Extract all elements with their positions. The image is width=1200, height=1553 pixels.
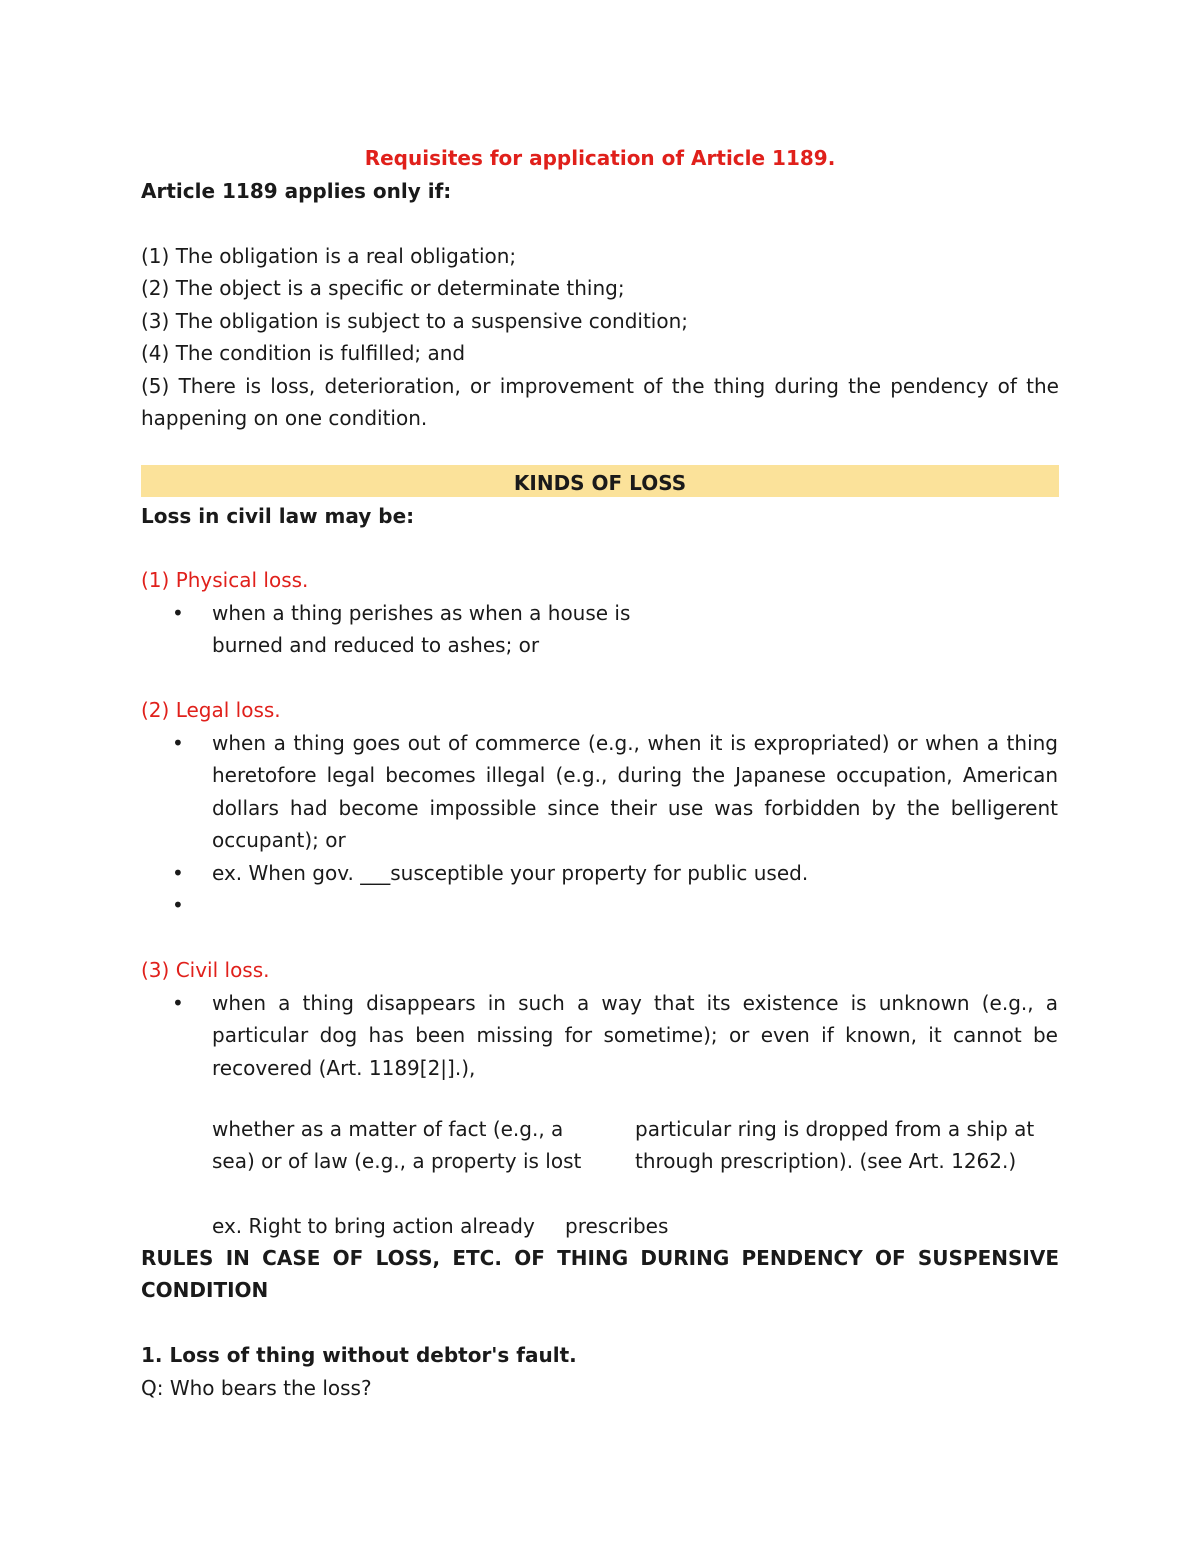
legal-loss-text: when a thing goes out of commerce (e.g., when it is expropriated) or when a thing	[212, 731, 1058, 755]
civil-loss-text: recovered (Art. 1189[2|].),	[212, 1056, 476, 1080]
requisite-item: (4) The condition is fulfilled; and	[141, 341, 466, 365]
civil-example: ex. Right to bring action already	[212, 1214, 535, 1238]
requisite-item: (5) There is loss, deterioration, or improvement of the thing during the pendency of the	[141, 374, 1059, 398]
rule-1-title: 1. Loss of thing without debtor's fault.	[141, 1343, 577, 1367]
civil-column-right: through prescription). (see Art. 1262.)	[635, 1149, 1017, 1173]
civil-column-left: whether as a matter of fact (e.g., a	[212, 1117, 564, 1141]
civil-column-right: particular ring is dropped from a ship at	[635, 1117, 1035, 1141]
bullet-icon: •	[172, 861, 184, 885]
legal-loss-text: dollars had become impossible since their use was forbidden by the belligerent	[212, 796, 1058, 820]
legal-loss-title: (2) Legal loss.	[141, 698, 281, 722]
civil-column-left: sea) or of law (e.g., a property is lost	[212, 1149, 582, 1173]
requisite-item: (3) The obligation is subject to a suspensive condition;	[141, 309, 689, 333]
physical-loss-text: when a thing perishes as when a house is	[212, 601, 631, 625]
bullet-icon: •	[172, 991, 184, 1015]
rules-heading: RULES IN CASE OF LOSS, ETC. OF THING DURING PENDENCY OF SUSPENSIVE	[141, 1246, 1059, 1270]
bullet-icon: •	[172, 893, 184, 917]
legal-loss-text: occupant); or	[212, 828, 346, 852]
intro-text: Article 1189 applies only if:	[141, 179, 452, 203]
kinds-intro: Loss in civil law may be:	[141, 504, 415, 528]
rule-1-question: Q: Who bears the loss?	[141, 1376, 372, 1400]
requisite-item: (1) The obligation is a real obligation;	[141, 244, 517, 268]
bullet-icon: •	[172, 731, 184, 755]
physical-loss-text: burned and reduced to ashes; or	[212, 633, 540, 657]
requisite-item: (2) The object is a specific or determinate thing;	[141, 276, 625, 300]
requisite-item-continued: happening on one condition.	[141, 406, 428, 430]
section-banner-title: KINDS OF LOSS	[513, 471, 687, 495]
civil-loss-text: particular dog has been missing for sometime); or even if known, it cannot be	[212, 1023, 1058, 1047]
bullet-icon: •	[172, 601, 184, 625]
civil-loss-title: (3) Civil loss.	[141, 958, 270, 982]
legal-loss-text: heretofore legal becomes illegal (e.g., during the Japanese occupation, American	[212, 763, 1058, 787]
civil-example-end: prescribes	[565, 1214, 669, 1238]
civil-loss-text: when a thing disappears in such a way that its existence is unknown (e.g., a	[212, 991, 1058, 1015]
rules-heading: CONDITION	[141, 1278, 269, 1302]
legal-loss-example: ex. When gov. ___susceptible your property for public used.	[212, 861, 809, 885]
page-title: Requisites for application of Article 1189.	[364, 146, 836, 170]
physical-loss-title: (1) Physical loss.	[141, 568, 309, 592]
